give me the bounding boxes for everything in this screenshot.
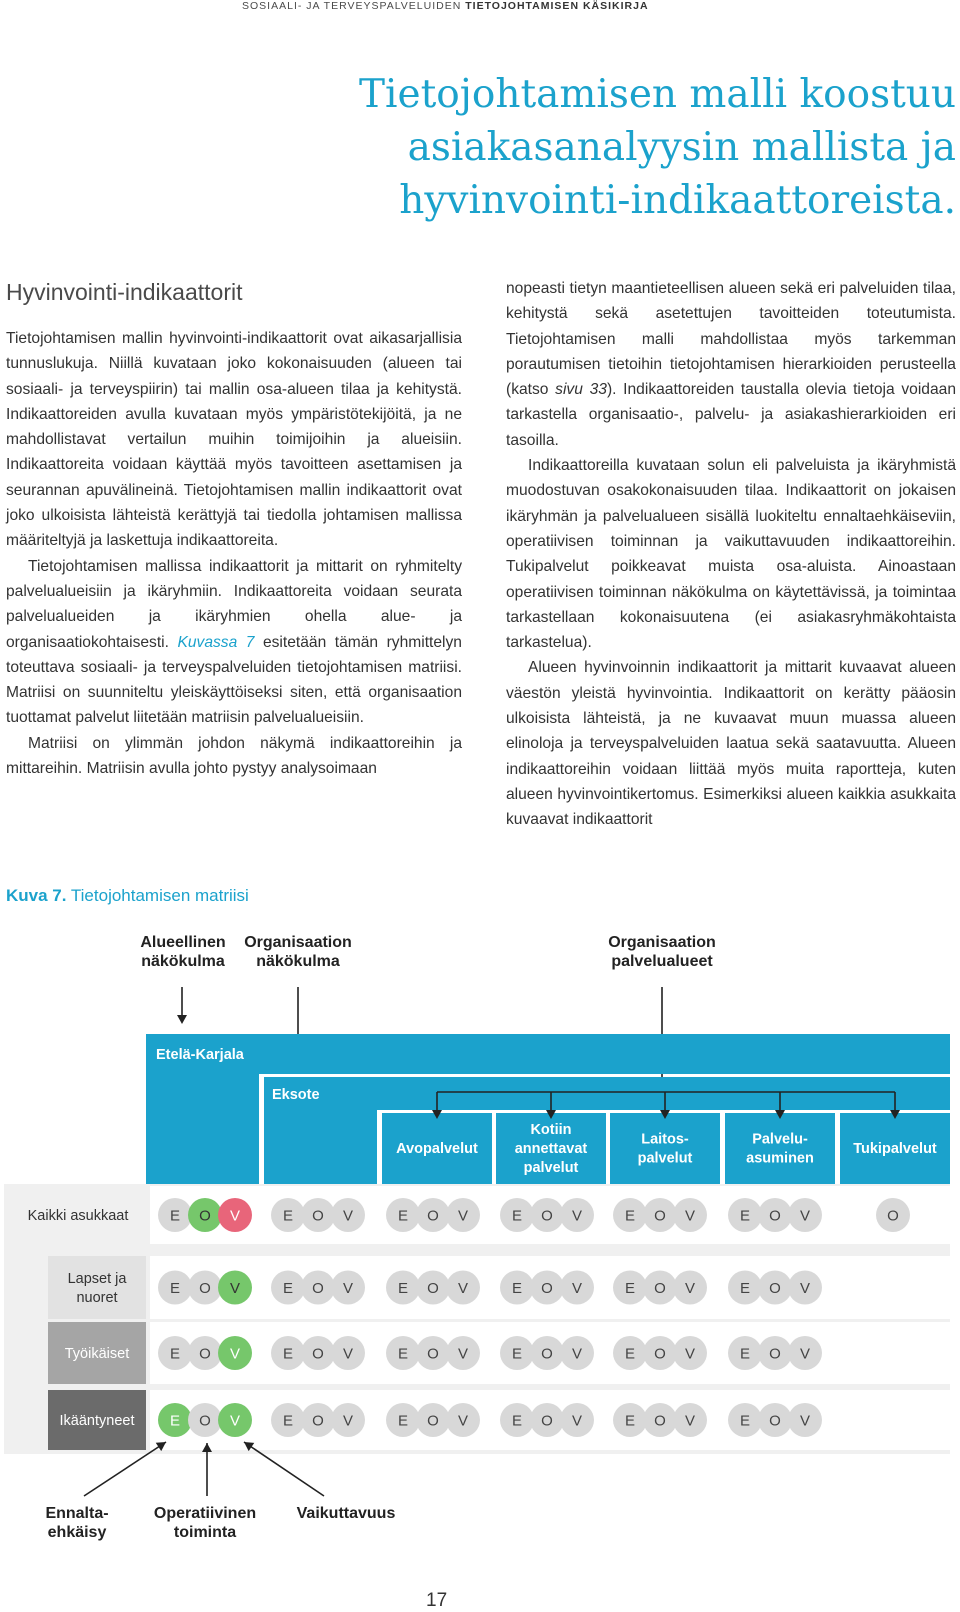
section-heading: Hyvinvointi-indikaattorit [6,279,243,305]
indicator-letter: E [169,1345,181,1363]
header-prefix: SOSIAALI- JA TERVEYSPALVELUIDEN [242,0,462,12]
row-label: nuoret [76,1290,118,1306]
service-label: Laitos- [641,1131,689,1148]
indicator-letter: O [654,1280,666,1297]
indicator-letter: E [397,1280,409,1297]
row-label-box [48,1256,146,1319]
label-operative: Operatiivinen [153,1505,257,1522]
service-label: Kotiin [530,1122,572,1138]
service-label: Palvelu- [752,1131,808,1148]
page-reference-link[interactable]: sivu 33 [555,381,607,399]
indicator-letter: E [282,1345,294,1363]
paragraph: Tietojohtamisen mallin hyvinvointi-indikaattorit ovat aikasarjallisia tunnuslukuja. Niillä kuvataan joko kokonaisuuden (alueen tai sosiaali- ja terveyspiirin) tai mallin osa-alueen tilaa ja kehitystä. Indikaattoreiden avulla kuvataan myös ympäristötekijöitä, ja ne mahdollistavat vertailun muihin toimijoihin ja alueisiin. Indikaattoreita voidaan käyttää myös tavoitteen asettamisen ja seurannan apuvälineinä. Tietojohtamisen mallin indikaattorit ovat joko ulkoisista lähteistä kerättyjä tai tiedolla johtamisen mallissa määriteltyjä ja laskettuja indikaattoreita. [6,330,462,550]
org-column [264,1110,377,1184]
header-title: TIETOJOHTAMISEN KÄSIKIRJA [465,0,649,12]
indicator-letter: V [799,1345,811,1363]
row-label: Lapset ja [67,1271,127,1287]
indicator-letter: O [427,1345,439,1363]
indicator-letter: V [229,1345,241,1363]
label-org-perspective: näkökulma [256,953,340,970]
indicator-letter: O [427,1207,439,1225]
indicator-letter: V [571,1280,583,1297]
indicator-letter: E [624,1280,636,1297]
indicator-letter: O [541,1280,553,1297]
service-label: annettavat [514,1141,588,1157]
indicator-letter: V [799,1207,811,1225]
indicator-letter: O [312,1207,324,1225]
org-label: Eksote [272,1087,320,1103]
label-org-perspective: Organisaation [244,934,352,951]
service-label: palvelut [637,1150,693,1167]
indicator-letter: V [457,1207,469,1225]
paragraph: Tietojohtamisen mallissa indikaattorit ja mittarit on ryhmitelty palvelualueisiin ja ikäryhmiin. Indikaattoreita voidaan seurata palvelualueiden ja ikäryhmien ohella alue- ja organisaatiokohtaisesti. Kuvassa 7 esitetään tämän ryhmittelyn toteuttava sosiaali- ja terveyspalveluiden tietojohtamisen matriisi. Matriisi on suunniteltu yleiskäyttöiseksi siten, että organisaation tuottamat palvelut liitetään matriisin palvelualueisiin. [6,557,462,727]
service-label: Avopalvelut [396,1141,478,1157]
indicator-letter: V [342,1345,354,1363]
indicator-letter: O [541,1345,553,1363]
service-column-header [610,1113,720,1184]
indicator-letter: O [312,1345,324,1363]
service-label: palvelut [523,1160,579,1176]
indicator-letter: O [199,1345,211,1363]
indicator-letter: V [457,1412,469,1430]
figure-number: Kuva 7. [6,886,67,905]
indicator-letter: O [654,1207,666,1225]
indicator-letter: O [541,1412,553,1430]
indicator-letter: E [511,1412,523,1430]
label-prevention: Ennalta- [45,1505,109,1522]
indicator-letter: O [541,1207,553,1225]
service-label: asuminen [746,1150,814,1167]
indicator-letter: O [199,1207,211,1225]
label-service-areas: palvelualueet [611,953,713,970]
indicator-letter: E [169,1412,181,1430]
paragraph: Matriisi on ylimmän johdon näkymä indikaattoreihin ja mittareihin. Matriisin avulla johto pystyy analysoimaan [6,734,462,778]
indicator-letter: O [769,1207,781,1225]
row-label: Ikääntyneet [59,1413,135,1429]
paragraph: Alueen hyvinvoinnin indikaattorit ja mittarit kuvaavat alueen väestön yleistä hyvinvointia. Indikaattorit on kerätty pääosin ulkoisista lähteistä, ja ne kuvaavat muun muassa alueen elinoloja ja terveyspalveluiden laatua sekä saatavuutta. Alueen indikaattoreihin voidaan liittää myös muita raportteja, kuten alueen hyvinvointikertomus. Esimerkiksi alueen kaikkia asukkaita kuvaavat indikaattorit [506,659,956,829]
figure-reference-link[interactable]: Kuvassa 7 [177,633,255,651]
indicator-letter: E [739,1280,751,1297]
org-band [264,1077,950,1110]
indicator-letter: O [769,1280,781,1297]
indicator-letter: V [799,1280,811,1297]
indicator-letter: O [312,1280,324,1297]
indicator-letter: E [282,1207,294,1225]
indicator-letter: O [312,1412,324,1430]
indicator-letter: E [624,1412,636,1430]
indicator-letter: O [769,1345,781,1363]
region-column [146,1074,259,1184]
label-operative: toiminta [173,1524,237,1541]
title-line: asiakasanalyysin mallista ja [407,125,956,170]
indicator-letter: V [684,1280,696,1297]
indicator-letter: V [571,1345,583,1363]
figure-title: Tietojohtamisen matriisi [66,886,249,905]
row-label: Työikäiset [64,1346,130,1362]
indicator-letter: V [229,1280,241,1297]
indicator-letter: E [169,1207,181,1225]
region-label: Etelä-Karjala [156,1047,244,1063]
indicator-letter: O [769,1412,781,1430]
indicator-letter: E [397,1207,409,1225]
title-line: hyvinvointi-indikaattoreista. [399,178,956,223]
indicator-letter: V [342,1280,354,1297]
indicator-letter: V [229,1207,241,1225]
indicator-letter: E [624,1345,636,1363]
label-service-areas: Organisaation [608,934,716,951]
indicator-letter: V [457,1345,469,1363]
indicator-letter: V [684,1345,696,1363]
label-effectiveness: Vaikuttavuus [296,1505,396,1522]
service-label: Tukipalvelut [853,1141,937,1157]
indicator-letter: V [457,1280,469,1297]
indicator-letter: E [397,1345,409,1363]
label-prevention: ehkäisy [47,1524,107,1541]
service-column-header [725,1113,835,1184]
indicator-letter: O [199,1280,211,1297]
indicator-letter: O [199,1412,211,1430]
indicator-letter: E [739,1207,751,1225]
indicator-letter: O [654,1345,666,1363]
indicator-letter: O [427,1412,439,1430]
indicator-letter: V [342,1207,354,1225]
indicator-letter: O [427,1280,439,1297]
title-line: Tietojohtamisen malli koostuu [359,72,956,117]
arrow-regional-head [177,1015,187,1024]
indicator-letter: V [684,1207,696,1225]
indicator-letter: E [282,1280,294,1297]
indicator-letter: E [397,1412,409,1430]
indicator-letter: V [571,1412,583,1430]
paragraph: nopeasti tietyn maantieteellisen alueen sekä eri palveluiden tilaa, kehitystä sekä asetettujen tavoitteiden toteutumista. Tietojohtamisen malli mahdollistaa myös tarkemman porautumisen tietoihin tietojohtamisen hierarkioiden perusteella (katso sivu 33). Indikaattoreiden taustalla olevia tietoja voidaan tarkastella organisaatio-, palvelu- ja asiakashierarkioiden eri tasoilla. [506,280,956,449]
indicator-letter: E [511,1345,523,1363]
label-regional-perspective: Alueellinen [140,934,226,951]
indicator-letter: V [684,1412,696,1430]
indicator-letter: O [887,1207,899,1225]
region-band [146,1034,950,1074]
indicator-letter: E [169,1280,181,1297]
paragraph: Indikaattoreilla kuvataan solun eli palveluista ja ikäryhmistä muodostuvan osakokonaisuuden tilaa. Indikaattorit on jokaisen ikäryhmän ja palvelualueen sisällä luokiteltu ennaltaehkäiseviin, operatiivisen toiminnan ja vaikuttavuuden indikaattoreihin. Tukipalvelut poikkeavat muista osa-aluista. Ainoastaan operatiivisen toiminnan näkökulma on käytettävissä, ja toimintaa tarkastellaan kokonaisuutena (ei asiakasryhmäkohtaista tarkastelua). [506,457,956,652]
indicator-letter: E [282,1412,294,1430]
indicator-letter: E [624,1207,636,1225]
indicator-letter: V [571,1207,583,1225]
indicator-letter: V [229,1412,241,1430]
indicator-letter: E [511,1207,523,1225]
indicator-letter: E [739,1412,751,1430]
label-regional-perspective: näkökulma [141,953,225,970]
page-number: 17 [426,1590,448,1611]
indicator-letter: E [739,1345,751,1363]
indicator-letter: V [342,1412,354,1430]
row-label: Kaikki asukkaat [27,1208,129,1224]
indicator-letter: E [511,1280,523,1297]
indicator-letter: O [654,1412,666,1430]
indicator-letter: V [799,1412,811,1430]
